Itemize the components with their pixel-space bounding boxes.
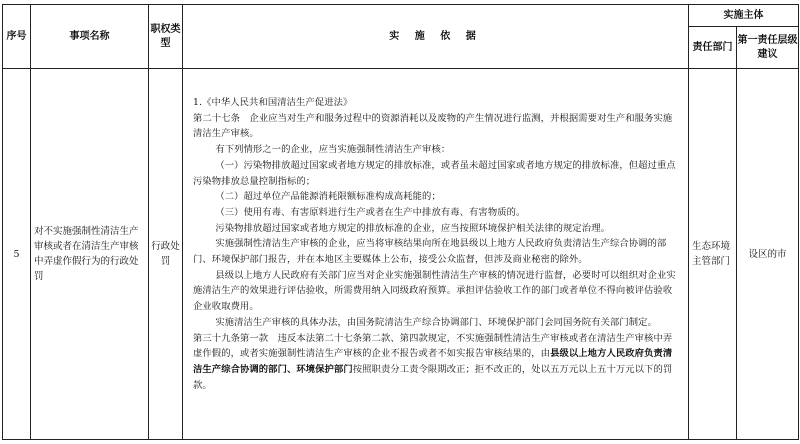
row-dept: 生态环境主管部门 xyxy=(689,69,737,440)
regulation-table xyxy=(2,4,799,440)
article-39-bold-authority: 县级以上地方人民政府负责清洁生产综合协调的部门、环境保护部门 xyxy=(193,348,673,375)
basis-condition-1: （一）污染物排放超过国家或者地方规定的排放标准，或者虽未超过国家或者地方规定的排放标准，但超过重点污染物排放总量控制指标的； xyxy=(193,159,676,187)
row-type: 行政处罚 xyxy=(149,69,183,440)
row-level: 设区的市 xyxy=(737,69,799,440)
header-subject: 实施主体 xyxy=(689,5,799,27)
basis-condition-3: （三）使用有毒、有害原料进行生产或者在生产中排放有毒、有害物质的。 xyxy=(215,206,526,218)
article-39-text-a: 第三十九条第一款 违反本法第二十七条第二款、第四款规定，不实施强制性清洁生产审核或者在清洁生产审核中弄虚作假的，或者实施强制性清洁生产审核的企业不报告或者不如实报告审核结果的，由 xyxy=(193,332,673,360)
header-dept: 责任部门 xyxy=(689,27,737,69)
basis-supervision: 县级以上地方人民政府有关部门应当对企业实施强制性清洁生产审核的情况进行监督，必要时可以组织对企业实施清洁生产的效果进行评估验收，所需费用纳入同级政府预算。承担评估验收工作的部门或者单位不得向被评估验收企业收取费用。 xyxy=(193,269,676,313)
basis-conditions-intro: 有下列情形之一的企业，应当实施强制性清洁生产审核： xyxy=(215,144,451,156)
header-name: 事项名称 xyxy=(31,5,149,69)
basis-report: 实施强制性清洁生产审核的企业，应当将审核结果向所在地县级以上地方人民政府负责清洁生产综合协调的部门、环境保护部门报告，并在本地区主要媒体上公布，接受公众监督，但涉及商业秘密的除外。 xyxy=(193,238,667,266)
row-name: 对不实施强制性清洁生产审核或者在清洁生产审核中弄虚作假行为的行政处罚 xyxy=(31,69,149,440)
basis-article-27: 第二十七条 企业应当对生产和服务过程中的资源消耗以及废物的产生情况进行监测，并根据需要对生产和服务实施清洁生产审核。 xyxy=(193,112,673,140)
header-seq: 序号 xyxy=(3,5,31,69)
article-39-text-c: 按照职责分工责令限期改正；拒不改正的，处以五万元以上五十万元以下的罚款。 xyxy=(193,363,673,391)
table-row xyxy=(3,69,799,440)
row-basis xyxy=(183,69,689,440)
header-basis: 实 施 依 据 xyxy=(183,5,689,69)
header-type: 职权类型 xyxy=(149,5,183,69)
header-level: 第一责任层级建议 xyxy=(737,27,799,69)
basis-law-title: 1.《中华人民共和国清洁生产促进法》 xyxy=(193,97,353,108)
basis-article-39 xyxy=(193,331,680,394)
basis-condition-2: （二）超过单位产品能源消耗限额标准构成高耗能的； xyxy=(215,191,441,203)
row-seq: 5 xyxy=(3,69,31,440)
basis-treatment: 污染物排放超过国家或者地方规定的排放标准的企业，应当按照环境保护相关法律的规定治理。 xyxy=(215,222,610,234)
basis-measures: 实施清洁生产审核的具体办法，由国务院清洁生产综合协调部门、环境保护部门会同国务院有关部门制定。 xyxy=(215,316,657,328)
